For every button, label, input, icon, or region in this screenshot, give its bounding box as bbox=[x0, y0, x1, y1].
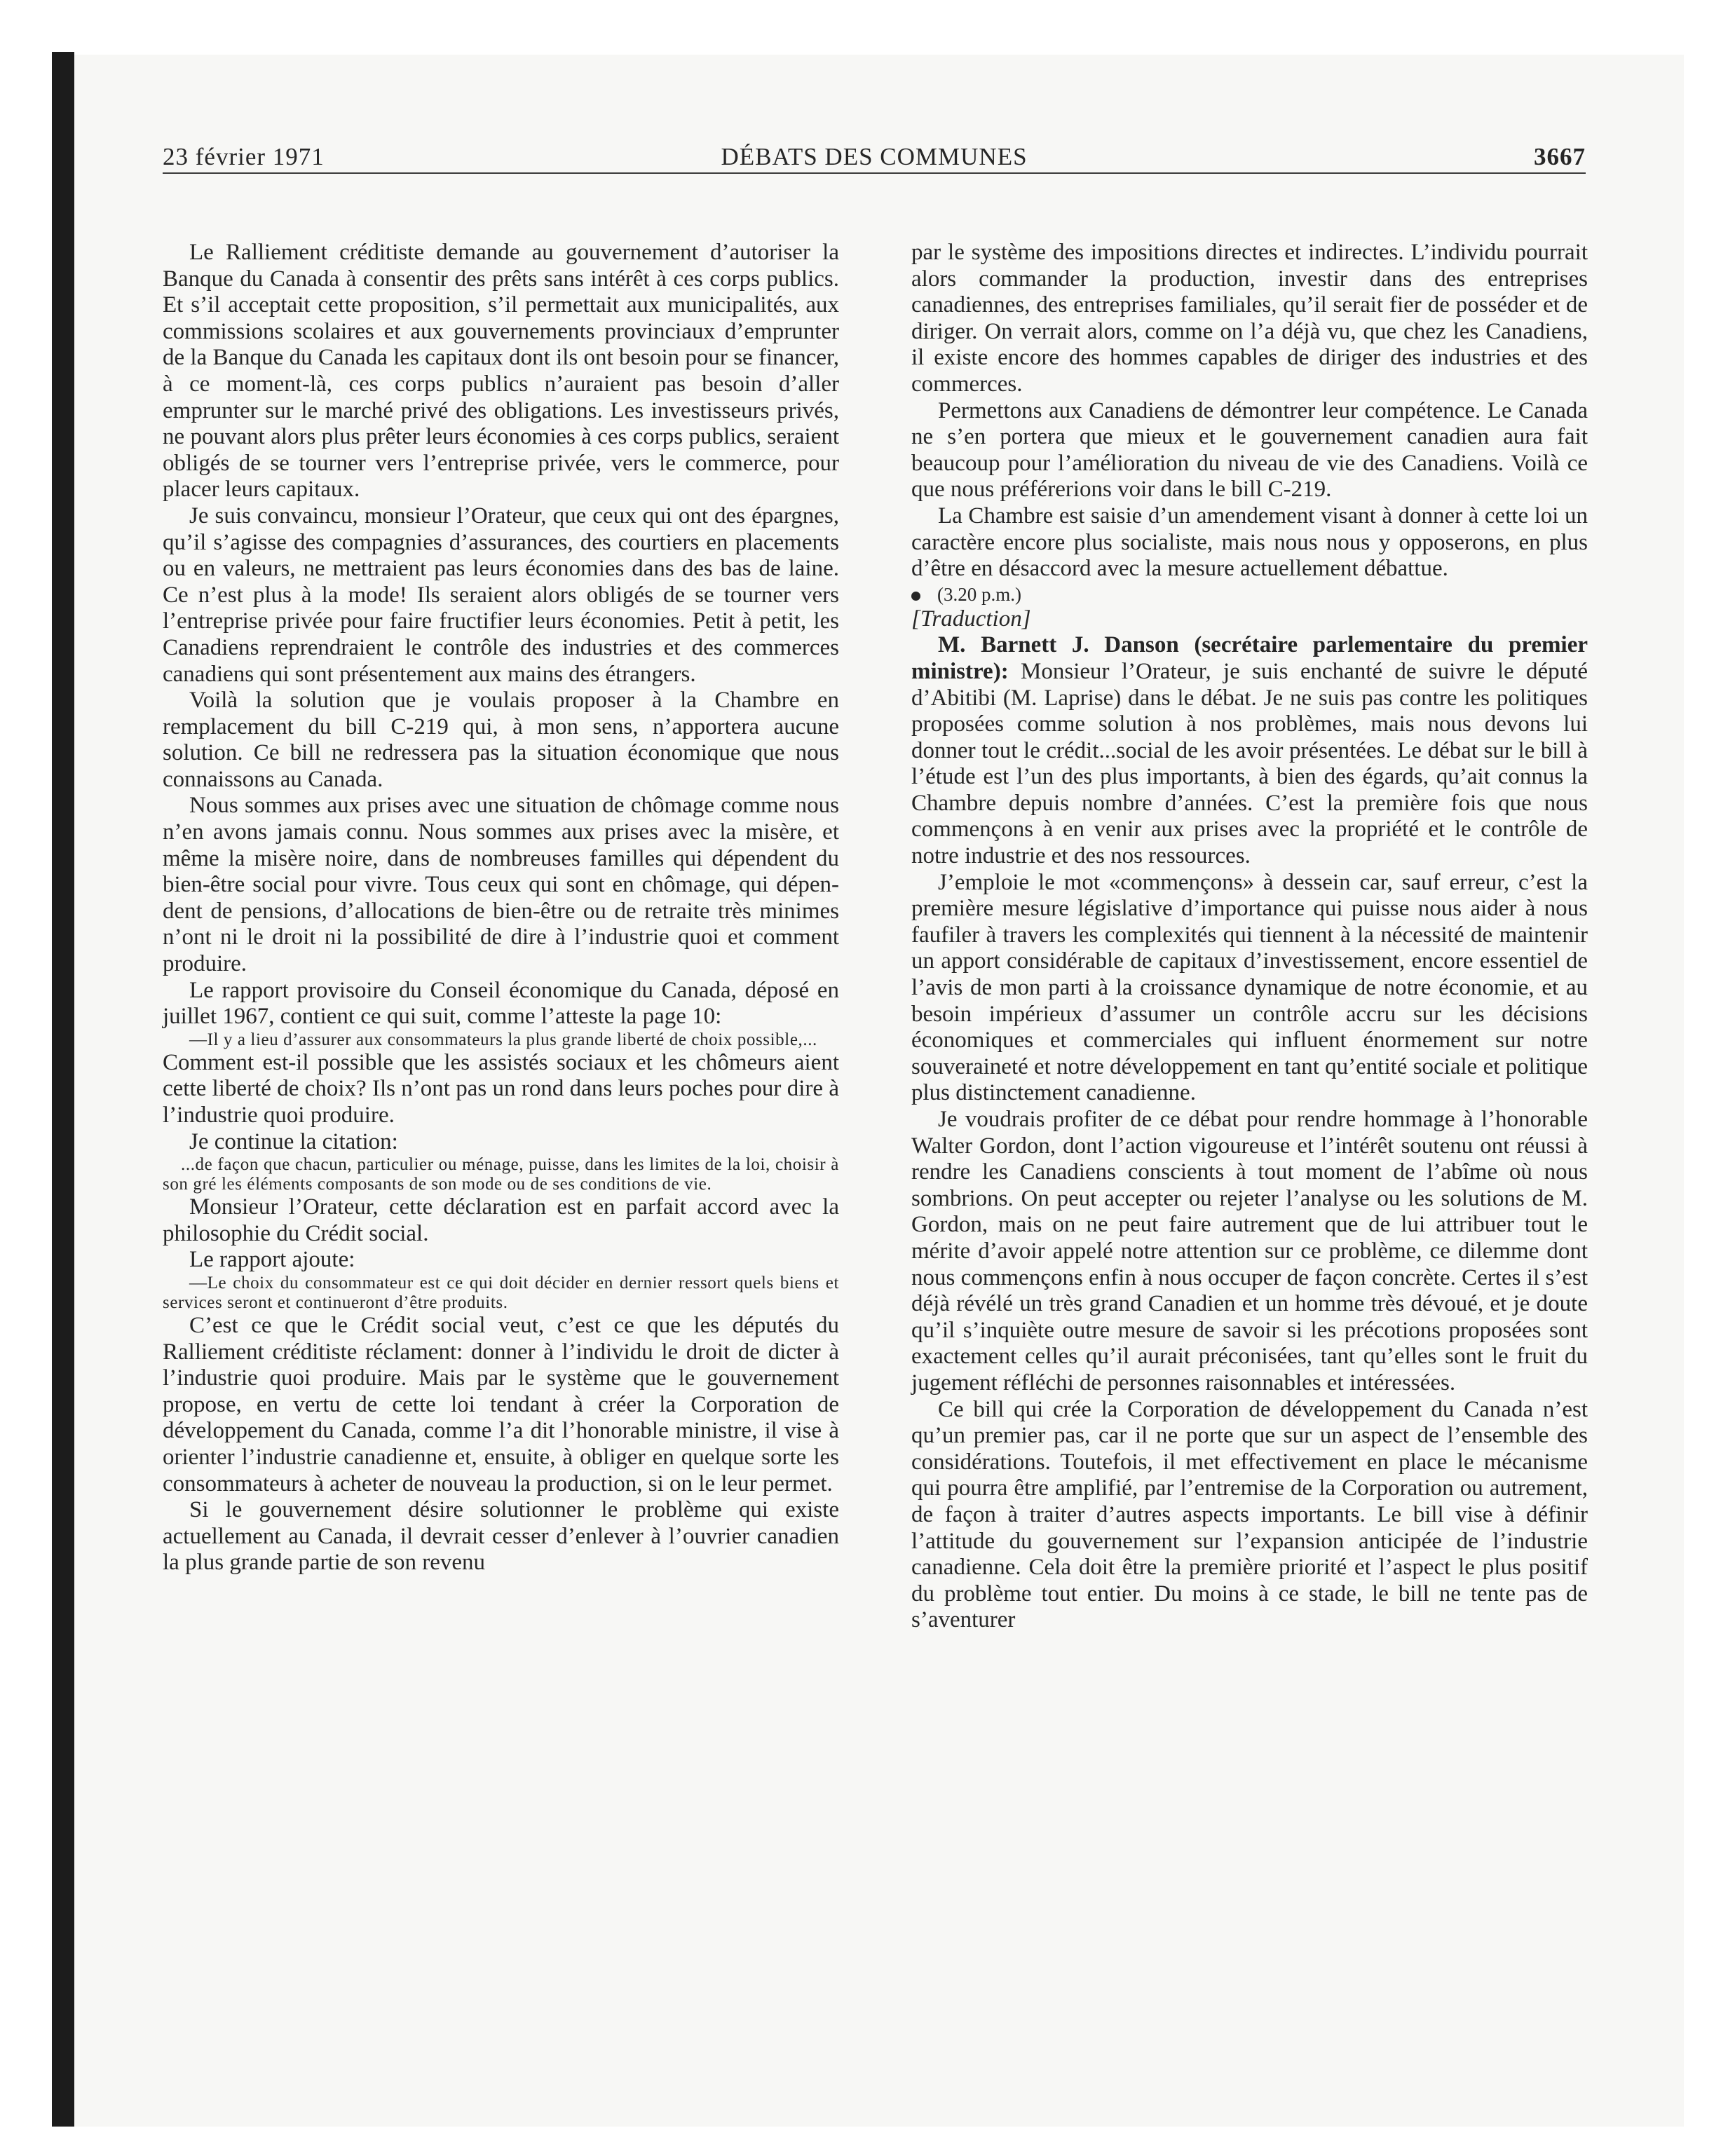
paragraph: Le rapport provisoire du Conseil économique du Canada, déposé en juillet 1967, contient ce qui suit, comme l’atteste la page 10: bbox=[163, 977, 839, 1030]
right-column bbox=[911, 240, 1588, 1634]
block-quote: ...de façon que chacun, particulier ou ménage, puisse, dans les limites de la loi, choisir à son gré les éléments composants de son mode ou de ses conditions de vie. bbox=[163, 1155, 839, 1194]
paragraph: La Chambre est saisie d’un amendement visant à donner à cette loi un caractère encore plus socialiste, mais nous nous y opposerons, en plus d’être en désaccord avec la mesure actuellement débattue. bbox=[911, 503, 1588, 582]
paragraph: Comment est-il possible que les assistés sociaux et les chômeurs aient cette liberté de choix? Ils n’ont pas un rond dans leurs poches pour dire à l’industrie quoi produire. bbox=[163, 1049, 839, 1128]
speaker-name: M. Barnett J. Danson (secrétaire parlementaire du premier ministre): bbox=[911, 632, 1588, 684]
paragraph: Si le gouvernement désire solutionner le problème qui existe actuellement au Canada, il devrait cesser d’enlever à l’ouvrier canadien la plus grande partie de son revenu bbox=[163, 1497, 839, 1576]
page-header bbox=[163, 143, 1586, 177]
time-stamp: (3.20 p.m.) bbox=[937, 583, 1021, 605]
speech-text: Monsieur l’Orateur, je suis enchanté de suivre le député d’Abitibi (M. Laprise) dans le débat. Je ne suis pas contre les politiques proposées comme solution à nos problèmes, mais nous devons lui donner tout le crédit...social de les avoir présentées. Le débat sur le bill à l’étude est l’un des plus importants, à bien des égards, qu’ait connus la Chambre depuis nombre d’années. C’est la première fois que nous commençons à en venir aux prises avec la propriété et le contrôle de notre industrie et des nos ressources. bbox=[911, 658, 1588, 869]
header-date: 23 février 1971 bbox=[163, 143, 325, 170]
paragraph: Je voudrais profiter de ce débat pour rendre hommage à l’honorable Walter Gordon, dont l’action vigoureuse et l’intérêt soutenu ont réussi à rendre les Canadiens conscients à tout moment de l’abîme où nous sombrions. On peut accepter ou rejeter l’analyse ou les solutions de M. Gordon, mais on ne peut faire autrement que de lui attribuer tout le mérite d’avoir appelé notre attention sur ce problème, ce dilemme dont nous commençons enfin à nous occuper de façon concrète. Certes il s’est déjà révélé un très grand Canadien et un homme très dévoué, et je doute qu’il s’inquiète outre mesure de savoir si les précotions proposées sont exactement celles qu’il aurait préconisées, tant qu’elles sont le fruit du jugement réfléchi de personnes raisonnables et intéressées. bbox=[911, 1107, 1588, 1396]
header-page-number: 3667 bbox=[1534, 143, 1586, 170]
bullet-icon bbox=[911, 592, 920, 601]
paragraph: Je continue la citation: bbox=[189, 1128, 398, 1154]
paragraph: Le Ralliement créditiste demande au gouvernement d’autoriser la Banque du Canada à consentir des prêts sans intérêt à ces corps publics. Et s’il acceptait cette proposition, s’il permettait aux municipalités, aux commissions scolaires et aux gouvernements provinciaux d’emprunter de la Banque du Canada les capitaux dont ils ont besoin pour se financer, à ce moment-là, ces corps publics n’auraient pas besoin d’aller emprunter sur le marché privé des obligations. Les investisseurs privés, ne pouvant alors plus prêter leurs économies à ces corps publics, seraient obligés de se tourner vers l’entreprise privée, vers le commerce, pour placer leurs capitaux. bbox=[163, 240, 839, 503]
scan-binding-shadow bbox=[52, 52, 74, 2127]
paragraph: Voilà la solution que je voulais proposer à la Chambre en remplacement du bill C-219 qui, à mon sens, n’apportera aucune solution. Ce bill ne redressera pas la situation économique que nous connaissons au Canada. bbox=[163, 688, 839, 792]
block-quote: —Il y a lieu d’assurer aux consommateurs la plus grande liberté de choix possible,... bbox=[189, 1030, 817, 1049]
left-column bbox=[163, 240, 839, 1576]
block-quote: —Le choix du consommateur est ce qui doit décider en dernier ressort quels biens et services seront et continueront d’être produits. bbox=[163, 1273, 839, 1312]
paragraph: J’emploie le mot «commençons» à dessein car, sauf erreur, c’est la première mesure législative d’importance qui puisse nous aider à nous faufiler à travers les complexités qui tiennent à la nécessité de maintenir un apport considérable de capitaux d’investissement, encore essentiel de l’avis de mon parti à la croissance dynamique de notre économie, et au besoin impérieux d’assumer un contrôle accru sur les décisions économiques et commerciales qui influent énormement sur notre souveraineté et notre développement en tant qu’entité sociale et politique plus distinctement canadienne. bbox=[911, 869, 1588, 1106]
speaker-paragraph bbox=[911, 632, 1588, 869]
paragraph: Monsieur l’Orateur, cette déclaration est en parfait accord avec la philosophie du Crédit social. bbox=[163, 1194, 839, 1246]
paragraph: Je suis convaincu, monsieur l’Orateur, que ceux qui ont des épargnes, qu’il s’agisse des compagnies d’assurances, des courtiers en placements ou en valeurs, ne mettraient pas leurs économies dans des bas de laine. Ce n’est plus à la mode! Ils seraient alors obligés de se tourner vers l’entreprise privée pour faire fructifier leurs économies. Petit à petit, les Canadiens reprendraient le contrôle des industries et des commerces canadiens qui sont présentement aux mains des étrangers. bbox=[163, 503, 839, 687]
paragraph: Nous sommes aux prises avec une situation de chômage comme nous n’en avons jamais connu. Nous sommes aux prises avec la misère, et même la misère noire, dans de nombreuses familles qui dépendent du bien-être social pour vivre. Tous ceux qui sont en chômage, qui dépendent de pensions, d’allocations de bien-être ou de retraite très minimes n’ont ni le droit ni la possibilité de dire à l’industrie quoi et comment produire. bbox=[163, 793, 839, 977]
paragraph: C’est ce que le Crédit social veut, c’est ce que les députés du Ralliement créditiste réclament: donner à l’individu le droit de dicter à l’industrie quoi produire. Mais par le système que le gouvernement propose, en vertu de cette loi tendant à créer la Corporation de développement du Canada, comme l’a dit l’honorable ministre, il vise à orienter l’industrie canadienne et, ensuite, à obliger en quelque sorte les consommateurs à acheter de nouveau la production, si on le leur permet. bbox=[163, 1312, 839, 1496]
header-title: DÉBATS DES COMMUNES bbox=[721, 143, 1028, 170]
paragraph: Le rapport ajoute: bbox=[189, 1247, 355, 1273]
header-rule bbox=[163, 172, 1586, 174]
paragraph: par le système des impositions directes et indirectes. L’individu pourrait alors commander la production, investir dans des entreprises canadiennes, des entreprises familiales, qu’il serait fier de posséder et de diriger. On verrait alors, comme on l’a déjà vu, que chez les Canadiens, il existe encore des hommes capables de diriger des industries et des commerces. bbox=[911, 240, 1588, 397]
paragraph: Ce bill qui crée la Corporation de développement du Canada n’est qu’un premier pas, car il ne porte que sur un aspect de l’ensemble des considérations. Toutefois, il met effectivement en place le mécanisme qui pourra être amplifié, par l’entremise de la Corporation ou autrement, de façon à traiter d’autres aspects importants. Le bill vise à définir l’attitude du gouvernement sur l’expansion anticipée de l’industrie canadienne. Cela doit être la première priorité et l’aspect le plus positif du problème tout entier. Du moins à ce stade, le bill ne tente pas de s’aventurer bbox=[911, 1396, 1588, 1633]
translation-label: [Traduction] bbox=[911, 606, 1031, 632]
time-stamp-row bbox=[911, 582, 1588, 606]
paragraph: Permettons aux Canadiens de démontrer leur compétence. Le Canada ne s’en portera que mieux et le gouvernement canadien aura fait beaucoup pour l’amélioration du niveau de vie des Canadiens. Voilà ce que nous préférerions voir dans le bill C-219. bbox=[911, 397, 1588, 503]
scan-margin bbox=[0, 0, 55, 2156]
